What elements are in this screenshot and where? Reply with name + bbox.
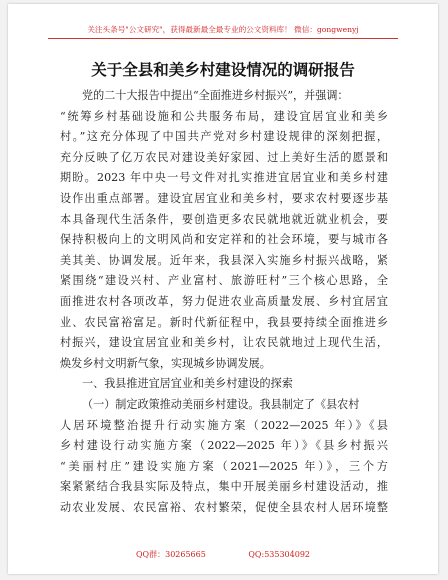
page-footer: [8, 549, 438, 560]
body-line: 村振兴，建设宜居宜业和美乡村，让农民就地过上现代生活，: [60, 336, 388, 350]
header-promo-note: 关注头条号"公文研究"，获得最新最全最专业的公文资料库！ 微信：gongwenyj: [87, 25, 359, 34]
body-line: “美丽村庄”建设实施方案（2021—2025 年）》，三个方: [60, 459, 388, 473]
body-line: 充分反映了亿万农民对建设美好家园、过上美好生活的愿景和: [60, 150, 388, 164]
body-line: 本具备现代生活条件，要创造更多农民就地就近就业机会，要: [60, 212, 388, 226]
document-body: [60, 86, 388, 518]
body-line: 保持积极向上的文明风尚和安定祥和的社会环境，要与城市各: [60, 233, 388, 247]
body-line: 人居环境整治提升行动实施方案（2022—2025 年）》《县: [60, 418, 388, 432]
body-line: 紧围绕“建设兴村、产业富村、旅游旺村”三个核心思路，全: [60, 274, 388, 288]
body-line: “统筹乡村基础设施和公共服务布局，建设宜居宜业和美乡: [60, 109, 388, 123]
body-line: 动农业发展、农民富裕、农村繁荣，促使全县农村人居环境整: [60, 500, 388, 514]
body-line: 设作出重点部署。建设宜居宜业和美乡村，要求农村要逐步基: [60, 191, 388, 205]
body-line: 案紧紧结合我县实际及特点，集中开展美丽乡村建设活动，推: [60, 480, 388, 494]
body-line: 期盼。2023 年中央一号文件对扎实推进宜居宜业和美乡村建: [60, 171, 388, 185]
body-line: 业、农民富裕富足。新时代新征程中，我县要持续全面推进乡: [60, 315, 388, 329]
section-heading: 一、我县推进宜居宜业和美乡村建设的探索: [82, 377, 293, 391]
footer-qq: QQ:535304092: [248, 550, 310, 559]
footer-qq-group: QQ群：30265665: [135, 550, 206, 559]
document-page: [8, 4, 438, 574]
body-line: 美其美、协调发展。近年来，我县深入实施乡村振兴战略，紧: [60, 253, 388, 267]
body-line: （一）制定政策推动美丽乡村建设。我县制定了《县农村: [82, 397, 360, 411]
body-line: 村。”这充分体现了中国共产党对乡村建设规律的深刻把握，: [60, 130, 388, 144]
body-line: 面推进农村各项改革，努力促进农业高质量发展、乡村宜居宜: [60, 294, 388, 308]
header-divider: [48, 38, 398, 39]
body-line: 党的二十大报告中提出“全面推进乡村振兴”，并强调：: [82, 89, 349, 102]
body-line: 焕发乡村文明新气象，实现城乡协调发展。: [60, 356, 271, 370]
document-title: 关于全县和美乡村建设情况的调研报告: [91, 61, 355, 79]
body-line: 乡村建设行动实施方案（2022—2025 年）》《县乡村振兴: [60, 439, 388, 453]
